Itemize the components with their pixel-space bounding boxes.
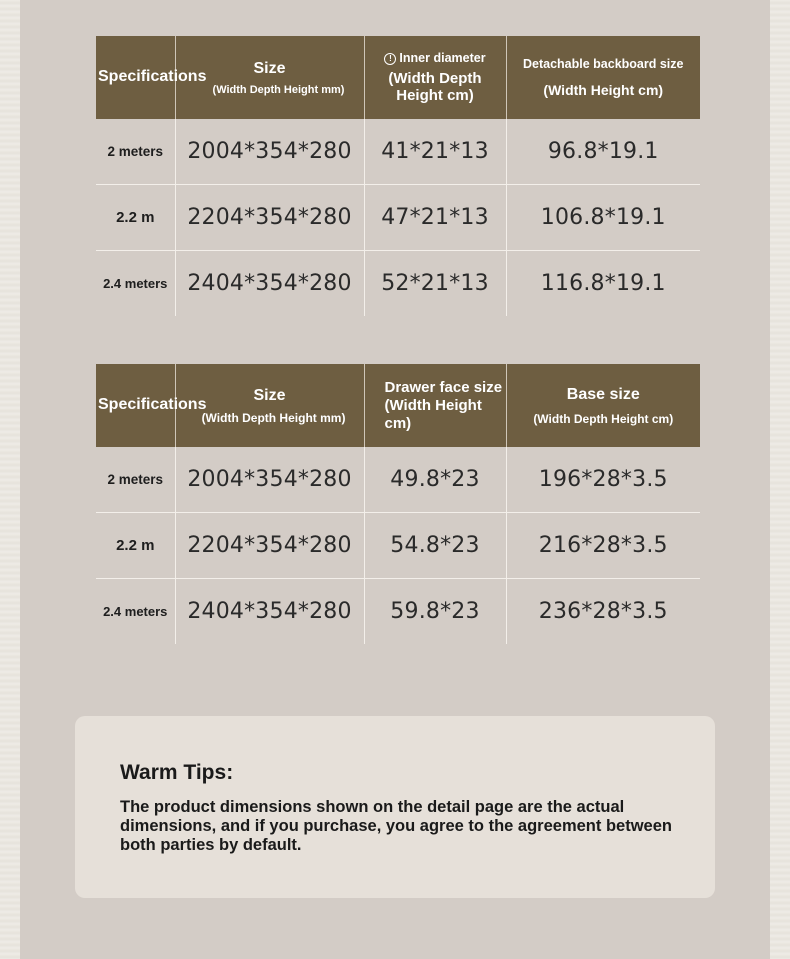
base-size-cell: 236*28*3.5 bbox=[506, 579, 700, 645]
base-size-cell: 196*28*3.5 bbox=[506, 447, 700, 513]
header-specifications bbox=[96, 36, 207, 119]
row-label: 2 meters bbox=[96, 119, 175, 185]
right-border bbox=[770, 0, 790, 959]
spec-table-1 bbox=[96, 36, 700, 316]
header-size-title: Size bbox=[253, 386, 286, 404]
inner-diameter-cell: 52*21*13 bbox=[364, 251, 506, 317]
table-header-row bbox=[96, 364, 700, 447]
size-cell: 2004*354*280 bbox=[175, 119, 364, 185]
warm-tips-title: Warm Tips: bbox=[120, 761, 234, 784]
header-base-size bbox=[506, 364, 700, 447]
row-label: 2 meters bbox=[96, 447, 175, 513]
spec-table-2 bbox=[96, 364, 700, 644]
inner-diameter-cell: 47*21*13 bbox=[364, 185, 506, 251]
row-label: 2.2 m bbox=[96, 513, 175, 579]
table-row bbox=[96, 119, 700, 185]
table-row bbox=[96, 513, 700, 579]
header-size-subtitle: (Width Depth Height mm) bbox=[212, 83, 345, 96]
header-size-title: Size bbox=[253, 59, 286, 77]
inner-diameter-cell: 41*21*13 bbox=[364, 119, 506, 185]
backboard-cell: 106.8*19.1 bbox=[506, 185, 700, 251]
warm-tips-box bbox=[75, 716, 715, 898]
row-label: 2.2 m bbox=[96, 185, 175, 251]
base-size-cell: 216*28*3.5 bbox=[506, 513, 700, 579]
header-backboard-title: Detachable backboard size bbox=[523, 57, 684, 71]
info-circle-icon: ! bbox=[384, 53, 396, 65]
header-specifications bbox=[96, 364, 207, 447]
drawer-face-cell: 49.8*23 bbox=[364, 447, 506, 513]
header-backboard-subtitle: (Width Height cm) bbox=[543, 82, 664, 98]
header-inner-diameter bbox=[364, 36, 506, 119]
header-drawer-face-title: Drawer face size (Width Height cm) bbox=[384, 378, 503, 432]
row-label: 2.4 meters bbox=[96, 251, 175, 317]
size-cell: 2204*354*280 bbox=[175, 513, 364, 579]
table-row bbox=[96, 185, 700, 251]
table-row bbox=[96, 447, 700, 513]
header-inner-diameter-subtitle: (Width Depth Height cm) bbox=[388, 70, 482, 104]
left-border bbox=[0, 0, 20, 959]
header-base-size-subtitle: (Width Depth Height cm) bbox=[533, 411, 674, 426]
size-cell: 2404*354*280 bbox=[175, 579, 364, 645]
header-base-size-title: Base size bbox=[566, 385, 640, 403]
table-header-row bbox=[96, 36, 700, 119]
header-drawer-face bbox=[364, 364, 506, 447]
table-row bbox=[96, 579, 700, 645]
size-cell: 2204*354*280 bbox=[175, 185, 364, 251]
size-cell: 2404*354*280 bbox=[175, 251, 364, 317]
backboard-cell: 96.8*19.1 bbox=[506, 119, 700, 185]
header-backboard bbox=[506, 36, 700, 119]
backboard-cell: 116.8*19.1 bbox=[506, 251, 700, 317]
drawer-face-cell: 54.8*23 bbox=[364, 513, 506, 579]
header-inner-diameter-title: Inner diameter bbox=[399, 51, 486, 65]
warm-tips-body: The product dimensions shown on the detail page are the actual dimensions, and if you purchase, you agree to the agreement between both parties by default. bbox=[120, 798, 672, 854]
size-cell: 2004*354*280 bbox=[175, 447, 364, 513]
drawer-face-cell: 59.8*23 bbox=[364, 579, 506, 645]
header-specifications-label: Specifications bbox=[98, 396, 207, 413]
row-label: 2.4 meters bbox=[96, 579, 175, 645]
header-specifications-label: Specifications bbox=[98, 68, 207, 85]
header-size-subtitle: (Width Depth Height mm) bbox=[201, 410, 346, 425]
table-row bbox=[96, 251, 700, 317]
